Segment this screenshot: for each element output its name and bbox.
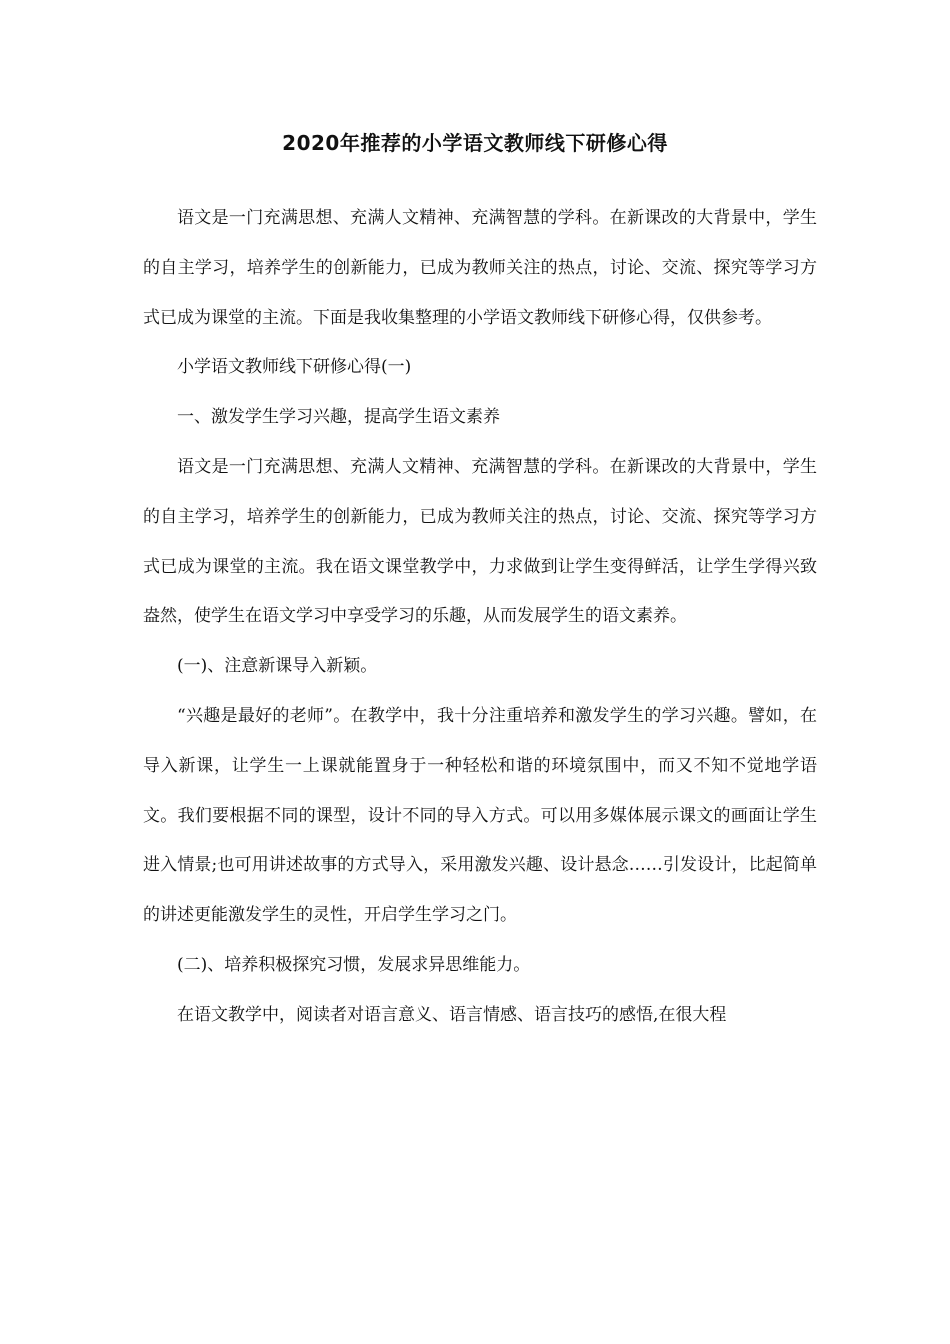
section-heading: 小学语文教师线下研修心得(一) — [177, 357, 412, 378]
body-paragraph: 语文是一门充满思想、充满人文精神、充满智慧的学科。在新课改的大背景中，学生的自主学习，培养学生的创新能力，已成为教师关注的热点，讨论、交流、探究等学习方式已成为课堂的主流。我在语文课堂教学中，力求做到让学生变得鲜活，让学生学得兴致盎然，使学生在语文学习中享受学习的乐趣，从而发展学生的语文素养。 — [143, 456, 817, 627]
subsection-heading: 一、激发学生学习兴趣，提高学生语文素养 — [177, 407, 500, 428]
point-heading: (二)、培养积极探究习惯，发展求异思维能力。 — [177, 954, 531, 975]
body-paragraph: 在语文教学中，阅读者对语言意义、语言情感、语言技巧的感悟,在很大程 — [177, 1004, 727, 1025]
body-paragraph: “兴趣是最好的老师”。在教学中，我十分注重培养和激发学生的学习兴趣。譬如，在导入新课，让学生一上课就能置身于一种轻松和谐的环境氛围中，而又不知不觉地学语文。我们要根据不同的课型，设计不同的导入方式。可以用多媒体展示课文的画面让学生进入情景;也可用讲述故事的方式导入，采用激发兴趣、设计悬念……引发设计，比起简单的讲述更能激发学生的灵性，开启学生学习之门。 — [143, 705, 817, 926]
intro-paragraph: 语文是一门充满思想、充满人文精神、充满智慧的学科。在新课改的大背景中，学生的自主学习，培养学生的创新能力，已成为教师关注的热点，讨论、交流、探究等学习方式已成为课堂的主流。下面是我收集整理的小学语文教师线下研修心得，仅供参考。 — [143, 208, 817, 328]
document-body — [143, 194, 817, 1041]
document-title: 2020年推荐的小学语文教师线下研修心得 — [282, 131, 668, 155]
point-heading: (一)、注意新课导入新颖。 — [177, 656, 378, 677]
